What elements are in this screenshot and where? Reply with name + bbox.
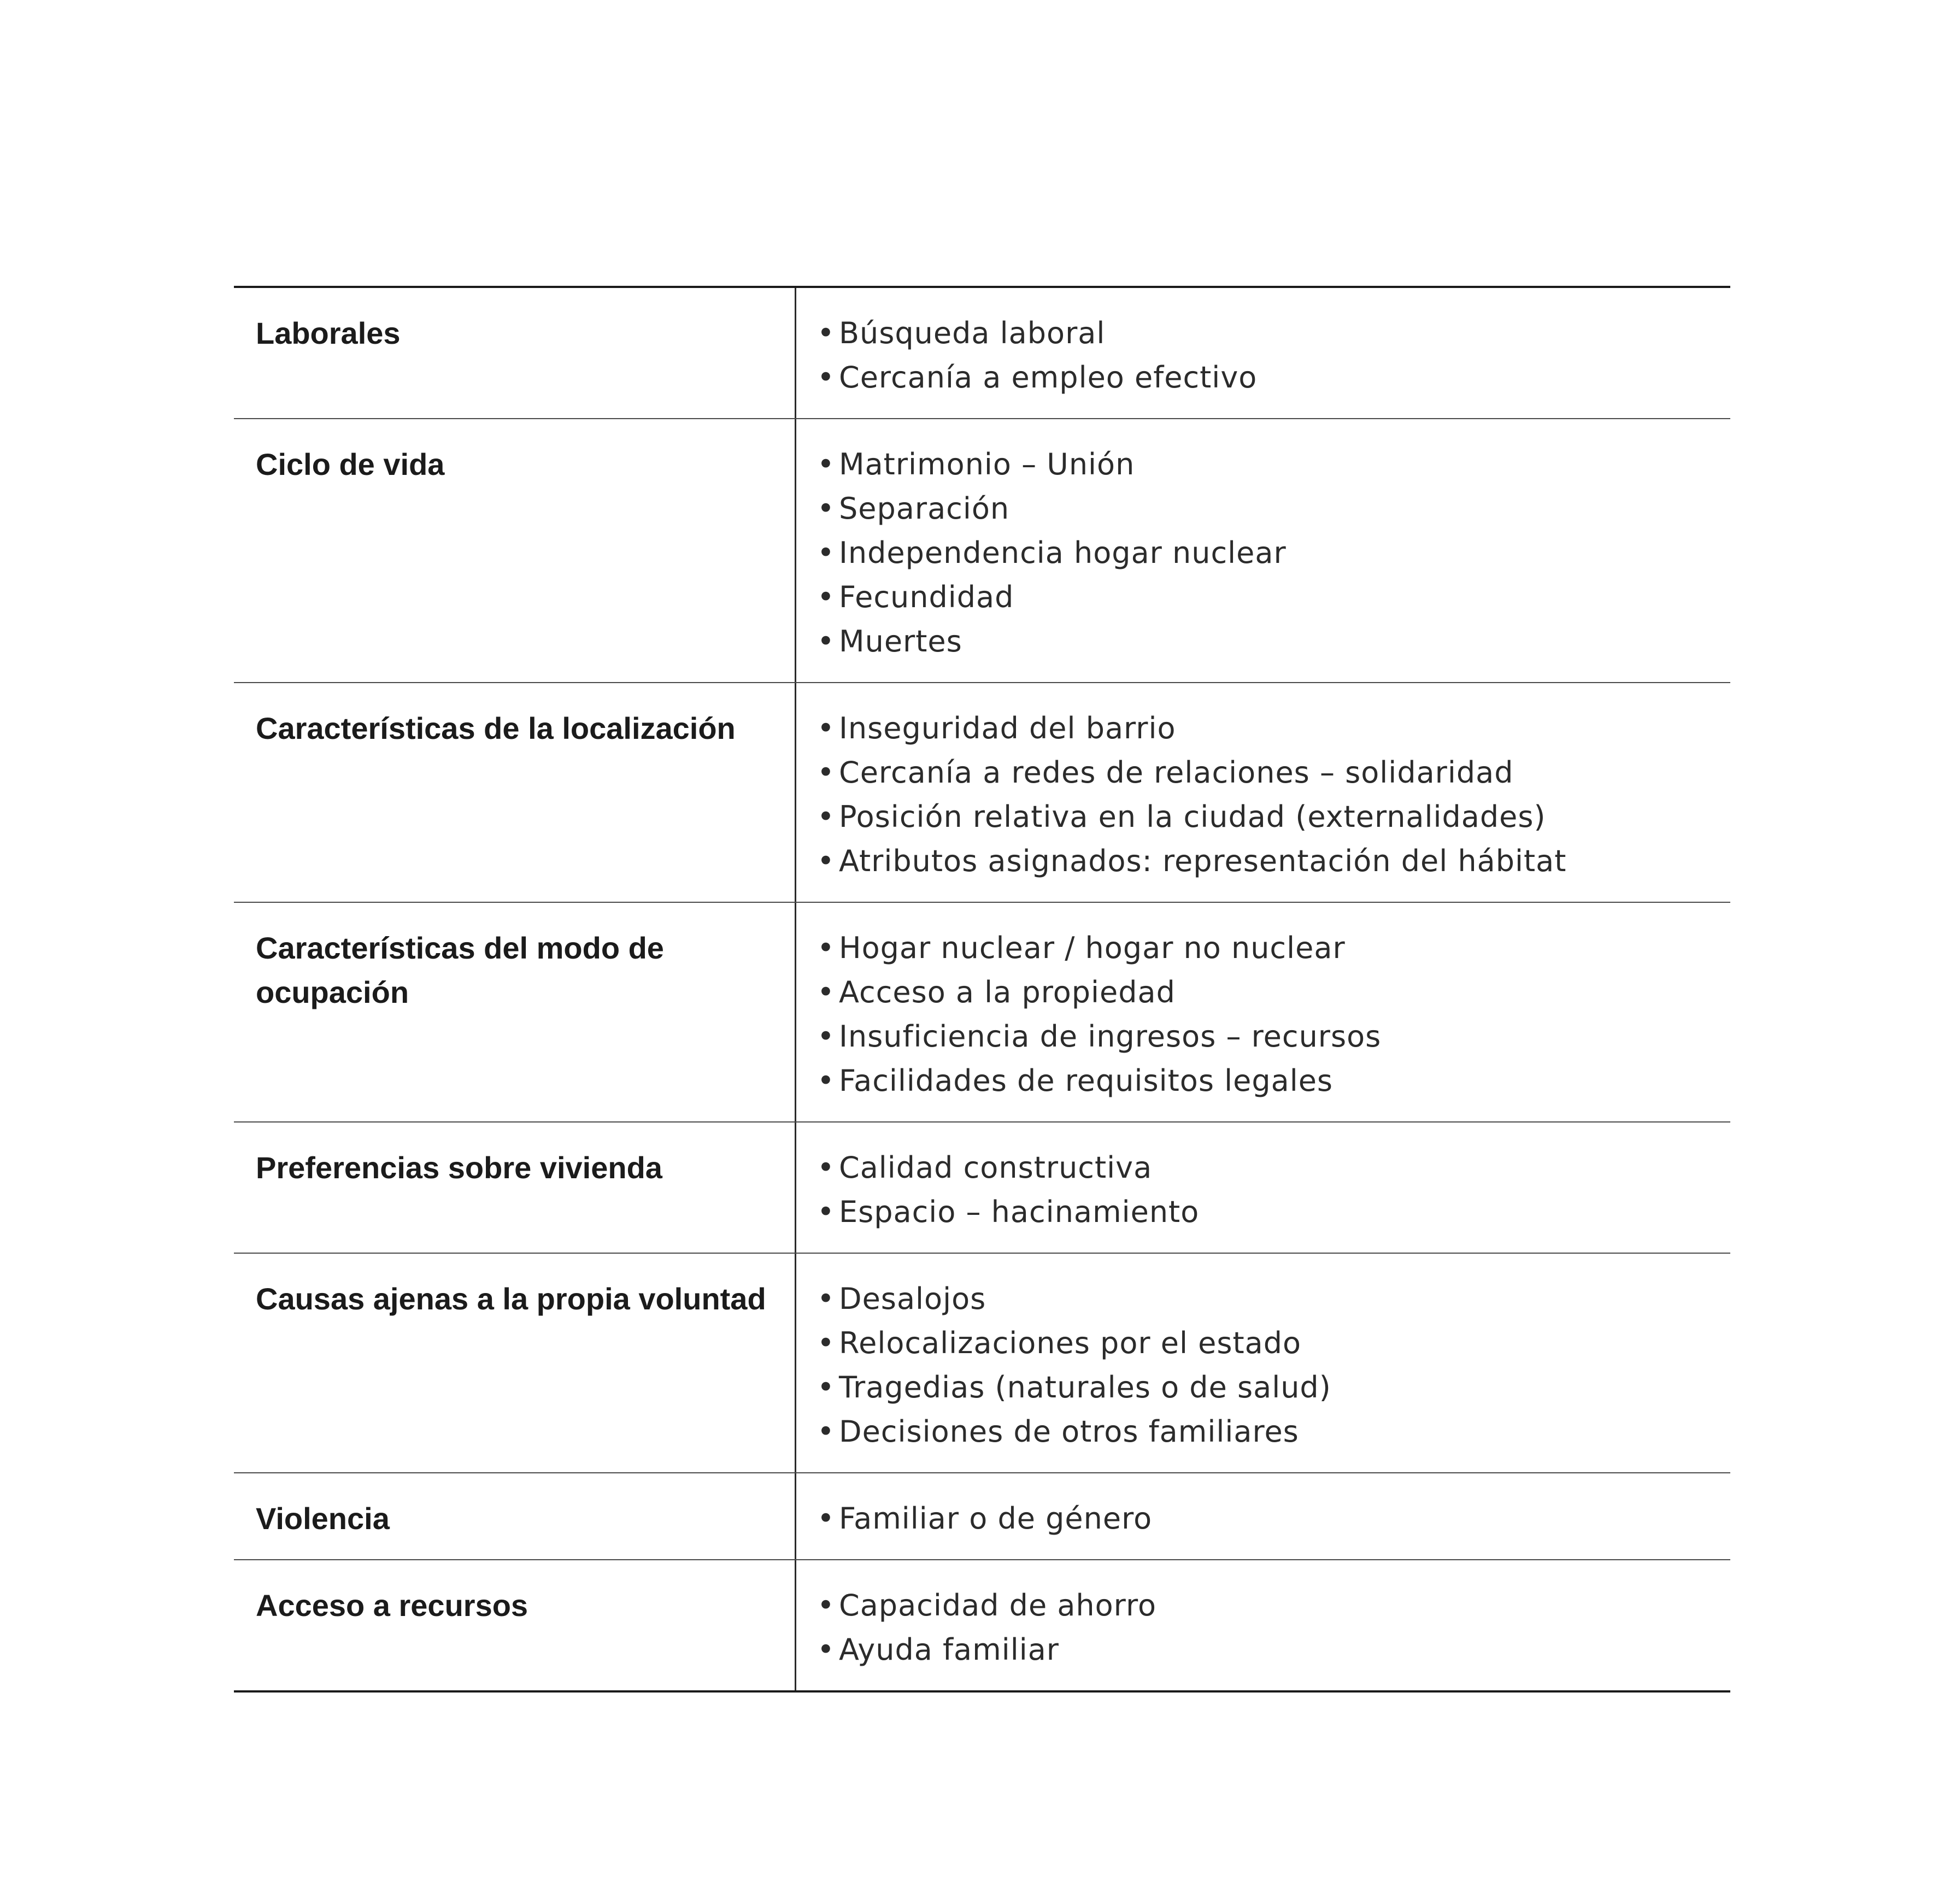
list-item: • Separación: [817, 486, 1719, 531]
list-item: • Cercanía a redes de relaciones – solidaridad: [817, 750, 1719, 795]
table-row: [234, 902, 1730, 1121]
bullet-icon: •: [817, 536, 835, 570]
row-items: [796, 683, 1730, 902]
bullet-icon: •: [817, 1150, 835, 1185]
row-category: Ciclo de vida: [234, 419, 796, 682]
table-row: [234, 288, 1730, 418]
list-item: • Decisiones de otros familiares: [817, 1409, 1719, 1454]
bullet-icon: •: [817, 1019, 835, 1054]
list-item: • Ayuda familiar: [817, 1627, 1719, 1672]
bullet-icon: •: [817, 1195, 835, 1229]
bullet-icon: •: [817, 360, 835, 395]
table-row: [234, 1121, 1730, 1253]
row-items: [796, 1123, 1730, 1253]
list-item: • Facilidades de requisitos legales: [817, 1059, 1719, 1103]
list-item: • Independencia hogar nuclear: [817, 531, 1719, 575]
bullet-icon: •: [817, 447, 835, 481]
row-category: Preferencias sobre vivienda: [234, 1123, 796, 1253]
bullet-icon: •: [817, 1326, 835, 1360]
list-item: • Desalojos: [817, 1277, 1719, 1321]
list-item: • Tragedias (naturales o de salud): [817, 1365, 1719, 1409]
row-items: [796, 903, 1730, 1121]
list-item: • Posición relativa en la ciudad (externalidades): [817, 795, 1719, 839]
bullet-icon: •: [817, 1370, 835, 1405]
bullet-icon: •: [817, 975, 835, 1009]
list-item: • Matrimonio – Unión: [817, 442, 1719, 486]
row-category: Laborales: [234, 288, 796, 418]
list-item: • Muertes: [817, 619, 1719, 663]
migration-factors-table: [234, 286, 1730, 1693]
table-row: [234, 1253, 1730, 1472]
row-items: [796, 1473, 1730, 1559]
list-item: • Hogar nuclear / hogar no nuclear: [817, 926, 1719, 970]
bullet-icon: •: [817, 755, 835, 790]
table-row: [234, 1559, 1730, 1690]
bullet-icon: •: [817, 316, 835, 350]
list-item: • Calidad constructiva: [817, 1145, 1719, 1190]
row-items: [796, 1254, 1730, 1472]
bullet-icon: •: [817, 491, 835, 526]
list-item: • Relocalizaciones por el estado: [817, 1321, 1719, 1365]
bullet-icon: •: [817, 1282, 835, 1316]
bullet-icon: •: [817, 1501, 835, 1536]
list-item: • Capacidad de ahorro: [817, 1583, 1719, 1627]
list-item: • Familiar o de género: [817, 1496, 1719, 1541]
row-category: Acceso a recursos: [234, 1560, 796, 1690]
bullet-icon: •: [817, 1588, 835, 1623]
list-item: • Búsqueda laboral: [817, 311, 1719, 355]
table-row: [234, 418, 1730, 682]
row-category: Violencia: [234, 1473, 796, 1559]
row-items: [796, 419, 1730, 682]
list-item: • Fecundidad: [817, 575, 1719, 619]
table-row: [234, 1472, 1730, 1559]
bullet-icon: •: [817, 1414, 835, 1449]
list-item: • Atributos asignados: representación del hábitat: [817, 839, 1719, 883]
row-category: Causas ajenas a la propia voluntad: [234, 1254, 796, 1472]
bullet-icon: •: [817, 624, 835, 659]
bullet-icon: •: [817, 580, 835, 614]
list-item: • Cercanía a empleo efectivo: [817, 355, 1719, 399]
list-item: • Inseguridad del barrio: [817, 706, 1719, 750]
row-category: Características del modo de ocupación: [234, 903, 796, 1121]
list-item: • Acceso a la propiedad: [817, 970, 1719, 1014]
bullet-icon: •: [817, 1632, 835, 1667]
bullet-icon: •: [817, 800, 835, 834]
table-row: [234, 682, 1730, 902]
row-items: [796, 1560, 1730, 1690]
bullet-icon: •: [817, 844, 835, 878]
row-category: Características de la localización: [234, 683, 796, 902]
list-item: • Insuficiencia de ingresos – recursos: [817, 1014, 1719, 1059]
row-items: [796, 288, 1730, 418]
bullet-icon: •: [817, 711, 835, 745]
list-item: • Espacio – hacinamiento: [817, 1190, 1719, 1234]
bullet-icon: •: [817, 931, 835, 965]
bullet-icon: •: [817, 1063, 835, 1098]
